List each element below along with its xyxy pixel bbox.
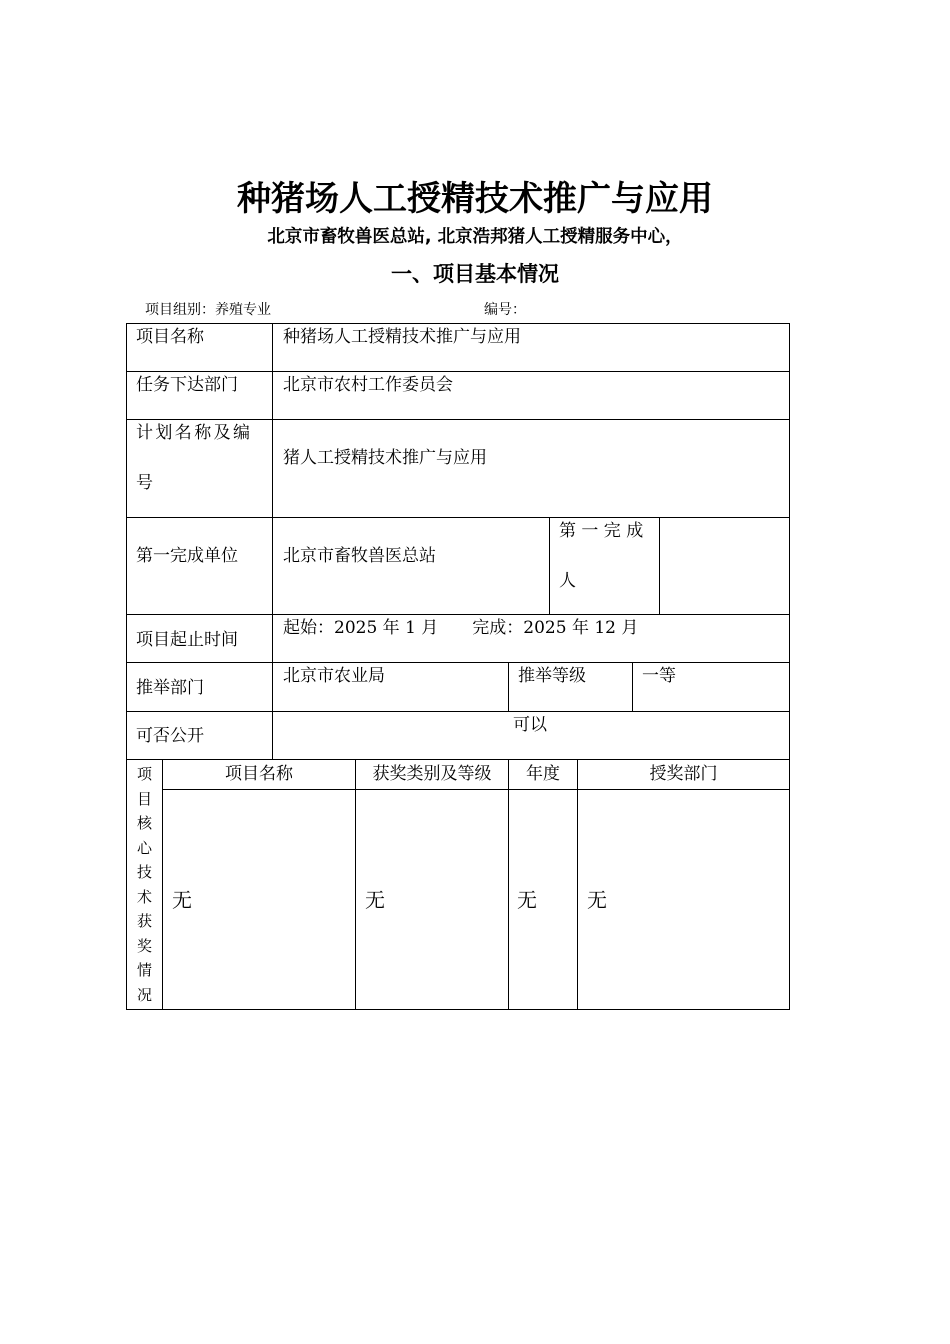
awards-cell-project: 无 xyxy=(172,888,192,912)
project-group: 项目组别：养殖专业 xyxy=(145,302,271,318)
awards-side-char: 核 xyxy=(136,814,152,832)
table-line xyxy=(659,517,660,615)
period-label: 项目起止时间 xyxy=(136,630,238,650)
awards-side-char: 奖 xyxy=(136,936,152,955)
table-line xyxy=(577,759,578,1010)
awards-side-char: 心 xyxy=(136,838,152,857)
document-subtitle: 北京市畜牧兽医总站, 北京浩邦猪人工授精服务中心， xyxy=(267,227,683,247)
awards-cell-category: 无 xyxy=(365,888,385,912)
awards-side-char: 获 xyxy=(136,912,152,930)
public-value: 可以 xyxy=(513,715,547,735)
public-label: 可否公开 xyxy=(136,726,204,746)
table-line xyxy=(272,323,273,760)
table-line xyxy=(126,711,790,712)
awards-header-project: 项目名称 xyxy=(225,764,293,784)
awards-cell-dept: 无 xyxy=(587,888,607,912)
recommend-level-label: 推举等级 xyxy=(518,666,586,686)
awards-side-char: 项 xyxy=(136,765,152,783)
table-line xyxy=(508,662,509,712)
first-person-label-line2: 人 xyxy=(559,571,576,591)
recommend-dept-label: 推举部门 xyxy=(136,678,204,698)
table-line xyxy=(632,662,633,712)
first-person-label-line1: 第 一 完 成 xyxy=(559,521,644,541)
table-line xyxy=(126,614,790,615)
recommend-dept-value: 北京市农业局 xyxy=(283,666,385,686)
awards-side-char: 情 xyxy=(136,961,152,979)
period-value: 起始：2025 年 1 月 完成：2025 年 12 月 xyxy=(283,618,639,638)
table-line xyxy=(508,759,509,1010)
table-line xyxy=(126,371,790,372)
plan-label-line2: 号 xyxy=(136,473,153,493)
table-line xyxy=(355,759,356,1010)
table-line xyxy=(126,662,790,663)
table-line xyxy=(126,517,790,518)
plan-label-line1: 计划名称及编 xyxy=(136,423,253,443)
awards-side-char: 况 xyxy=(136,985,152,1004)
awards-header-category: 获奖类别及等级 xyxy=(372,764,492,784)
awards-side-char: 术 xyxy=(136,887,152,906)
awards-header-dept: 授奖部门 xyxy=(649,764,718,784)
first-unit-label: 第一完成单位 xyxy=(136,546,238,566)
table-line xyxy=(126,323,790,324)
table-line xyxy=(126,1009,790,1010)
first-unit-value: 北京市畜牧兽医总站 xyxy=(283,546,436,566)
section-heading: 一、项目基本情况 xyxy=(391,262,559,286)
issuing-dept-label: 任务下达部门 xyxy=(136,375,238,395)
table-line xyxy=(162,789,790,790)
issuing-dept-value: 北京市农村工作委员会 xyxy=(283,375,453,395)
awards-cell-year: 无 xyxy=(517,888,537,912)
awards-side-char: 技 xyxy=(136,863,152,881)
project-name-label: 项目名称 xyxy=(136,327,204,347)
awards-side-char: 目 xyxy=(136,789,152,808)
table-line xyxy=(126,759,790,760)
serial-number-label: 编号： xyxy=(484,302,526,318)
document-title: 种猪场人工授精技术推广与应用 xyxy=(237,179,713,219)
table-line xyxy=(162,759,163,1010)
table-line xyxy=(126,419,790,420)
awards-side-label xyxy=(127,762,162,1007)
table-line xyxy=(789,323,790,1010)
awards-header-year: 年度 xyxy=(526,764,560,784)
plan-value: 猪人工授精技术推广与应用 xyxy=(283,448,487,468)
table-line xyxy=(549,517,550,615)
recommend-level-value: 一等 xyxy=(642,666,676,686)
project-name-value: 种猪场人工授精技术推广与应用 xyxy=(283,327,521,347)
